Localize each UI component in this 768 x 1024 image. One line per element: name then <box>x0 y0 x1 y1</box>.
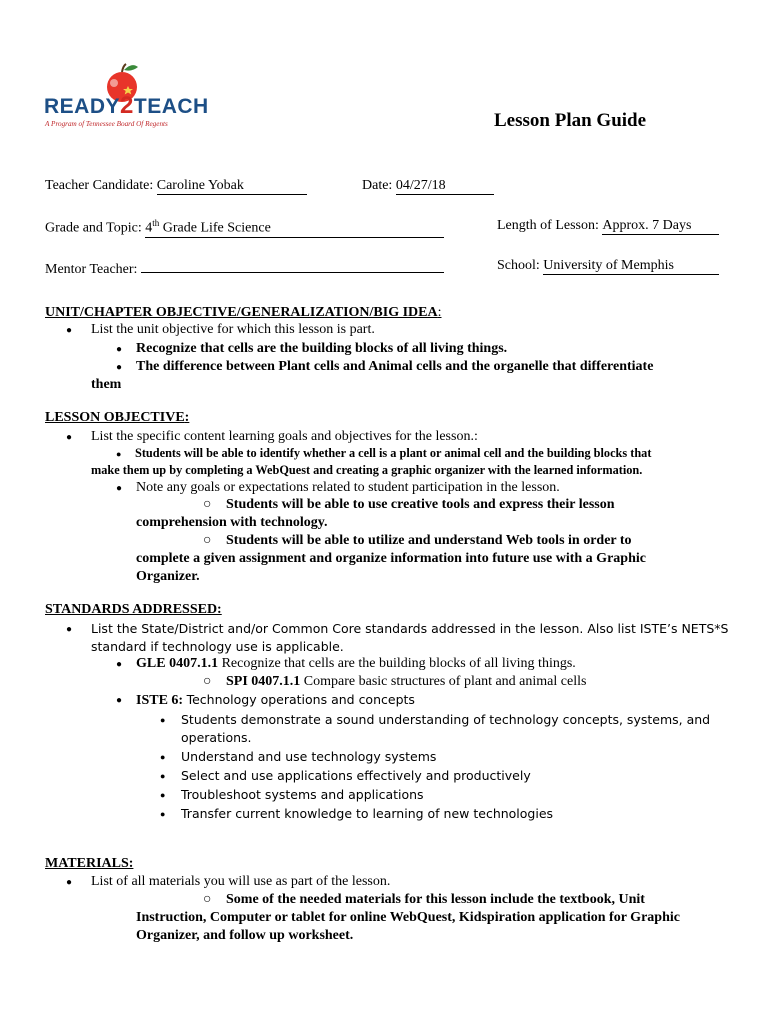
mentor-label: Mentor Teacher: <box>45 262 141 277</box>
iste-standard <box>136 692 415 709</box>
logo-word-teach: TEACH <box>133 95 209 118</box>
school-row <box>497 258 719 275</box>
iste-bullet <box>116 692 122 708</box>
page-title: Lesson Plan Guide <box>494 110 647 131</box>
spi-code: SPI 0407.1.1 <box>226 674 301 689</box>
unit-sub-2b: them <box>91 377 122 392</box>
materials-heading: MATERIALS: <box>45 856 134 871</box>
date-value: 04/27/18 <box>396 178 494 195</box>
spi-standard <box>226 674 586 690</box>
standards-item-1a: List the State/District and/or Common Core standards addressed in the lesson. Also list ISTE’s NETS*S <box>91 621 729 636</box>
bullet-icon: ● <box>116 449 122 459</box>
lesson-item-2: Note any goals or expectations related to student participation in the lesson. <box>136 480 560 495</box>
standards-bullet <box>66 621 72 637</box>
logo-two: 2 <box>120 92 134 119</box>
lesson-bullet <box>66 429 72 445</box>
grade-number: 4 <box>145 220 153 236</box>
unit-sub-2a: The difference between Plant cells and Animal cells and the organelle that differentiate <box>136 359 654 374</box>
iste-sub-1: Students demonstrate a sound understanding of technology concepts, systems, and <box>181 712 711 727</box>
materials-item-1: List of all materials you will use as part of the lesson. <box>91 874 391 889</box>
unit-objective-heading <box>45 305 442 321</box>
circle-bullet-icon: ○ <box>203 892 212 907</box>
iste-sub-2: Understand and use technology systems <box>181 749 437 764</box>
date-label: Date: <box>362 178 396 193</box>
mentor-row <box>45 258 444 278</box>
gle-text: Recognize that cells are the building blocks of all living things. <box>218 656 576 671</box>
bullet-icon: ● <box>160 790 166 800</box>
grade-suffix: th <box>152 218 160 228</box>
bullet-icon: ● <box>160 809 166 819</box>
length-row <box>497 218 719 235</box>
bullet-icon: ● <box>116 659 123 670</box>
gle-code: GLE 0407.1.1 <box>136 656 219 671</box>
iste-sub-bullet <box>160 768 165 783</box>
iste-sub-3: Select and use applications effectively and productively <box>181 768 531 783</box>
iste-sub-4: Troubleshoot systems and applications <box>181 787 424 802</box>
school-label: School: <box>497 258 544 273</box>
mentor-blank <box>141 258 444 273</box>
standards-item-1b: standard if technology use is applicable. <box>91 639 344 654</box>
lesson-sub-1a: Students will be able to identify whether a cell is a plant or animal cell and the building blocks that <box>135 446 652 460</box>
spi-text: Compare basic structures of plant and animal cells <box>300 674 587 689</box>
gle-bullet <box>116 656 122 672</box>
lesson-c1b: comprehension with technology. <box>136 515 328 530</box>
iste-sub-bullet <box>160 806 165 821</box>
iste-sub-bullet <box>160 787 165 802</box>
logo-wordmark <box>44 92 209 120</box>
teacher-label: Teacher Candidate: <box>45 178 157 193</box>
bullet-icon: ● <box>116 483 123 494</box>
iste-sub-1-cont: operations. <box>181 730 252 745</box>
bullet-icon: ● <box>160 715 166 725</box>
bullet-icon: ● <box>66 325 73 336</box>
unit-item-1-text: List the unit objective for which this lesson is part. <box>91 322 375 337</box>
unit-sub-bullet <box>116 359 122 375</box>
bullet-icon: ● <box>116 362 123 373</box>
lesson-sub-bullet <box>116 446 121 461</box>
materials-c1b: Instruction, Computer or tablet for online WebQuest, Kidspiration application for Graphic <box>136 910 680 925</box>
gle-standard <box>136 656 576 672</box>
lesson-sub-1b: make them up by completing a WebQuest and creating a graphic organizer with the learned information. <box>91 463 643 477</box>
lesson-c1a: Students will be able to use creative tools and express their lesson <box>226 497 615 512</box>
date-row <box>362 178 494 195</box>
logo-word-ready: READY <box>44 95 121 118</box>
unit-heading-text: UNIT/CHAPTER OBJECTIVE/GENERALIZATION/BIG IDEA <box>45 305 438 320</box>
bullet-icon: ● <box>116 344 123 355</box>
grade-label: Grade and Topic: <box>45 220 146 236</box>
grade-topic-row <box>45 218 444 238</box>
bullet-icon: ● <box>66 432 73 443</box>
unit-sub-1: Recognize that cells are the building blocks of all living things. <box>136 341 508 356</box>
lesson-c2c: Organizer. <box>136 569 200 584</box>
lesson-item-1: List the specific content learning goals and objectives for the lesson.: <box>91 429 478 444</box>
unit-item-1 <box>66 322 72 338</box>
length-label: Length of Lesson: <box>497 218 603 233</box>
lesson-heading-text: LESSON OBJECTIVE <box>45 410 185 425</box>
materials-c1a: Some of the needed materials for this lesson include the textbook, Unit <box>226 892 645 907</box>
iste-code: ISTE 6: <box>136 693 187 708</box>
standards-heading: STANDARDS ADDRESSED: <box>45 602 222 617</box>
materials-c1c: Organizer, and follow up worksheet. <box>136 928 354 943</box>
lesson-c2a: Students will be able to utilize and understand Web tools in order to <box>226 533 632 548</box>
iste-sub-bullet <box>160 749 165 764</box>
iste-text: Technology operations and concepts <box>186 692 415 707</box>
school-value: University of Memphis <box>543 258 719 275</box>
circle-bullet-icon: ○ <box>203 497 212 512</box>
teacher-value: Caroline Yobak <box>157 178 307 195</box>
materials-bullet <box>66 874 72 890</box>
grade-topic-value: Grade Life Science <box>159 220 271 236</box>
iste-sub-bullet <box>160 712 165 727</box>
unit-heading-colon: : <box>437 305 442 320</box>
lesson-bullet-2 <box>116 480 122 496</box>
lesson-objective-heading <box>45 410 189 426</box>
bullet-icon: ● <box>160 771 166 781</box>
teacher-candidate-row <box>45 178 307 195</box>
length-value: Approx. 7 Days <box>602 218 719 235</box>
bullet-icon: ● <box>66 624 73 635</box>
logo-tagline: A Program of Tennessee Board Of Regents <box>45 120 168 128</box>
lesson-heading-colon: : <box>184 410 190 425</box>
ready2teach-logo <box>44 62 209 132</box>
bullet-icon: ● <box>116 695 123 706</box>
iste-sub-5: Transfer current knowledge to learning of new technologies <box>181 806 554 821</box>
bullet-icon: ● <box>66 877 73 888</box>
unit-sub-bullet <box>116 341 122 357</box>
lesson-c2b: complete a given assignment and organize information into future use with a Graphic <box>136 551 646 566</box>
bullet-icon: ● <box>160 752 166 762</box>
circle-bullet-icon: ○ <box>203 674 212 689</box>
circle-bullet-icon: ○ <box>203 533 212 548</box>
